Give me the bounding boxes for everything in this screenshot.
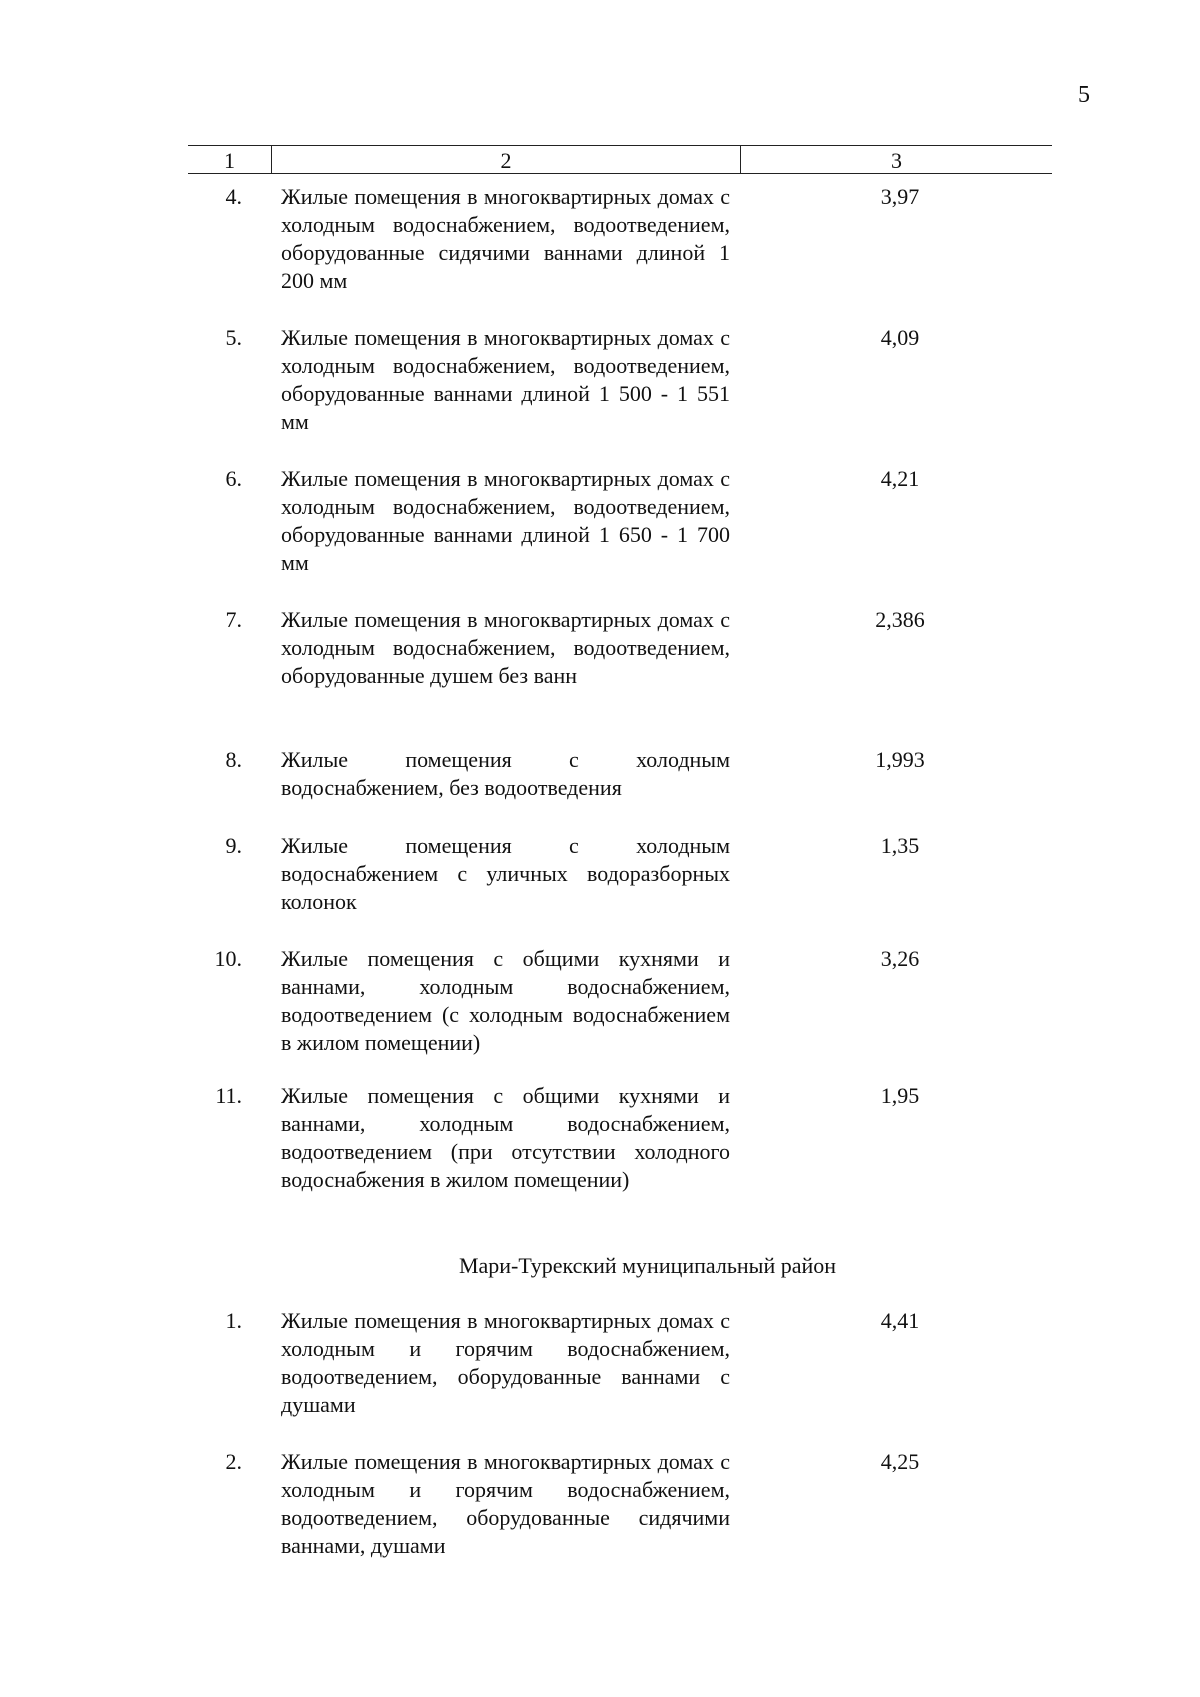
row-description: Жилые помещения в многоквартирных домах с холодным водоснабжением, водоотведением, оборудованные душем без ванн [281, 607, 730, 688]
row-description: Жилые помещения в многоквартирных домах с холодным и горячим водоснабжением, водоотведением, оборудованные сидячими ваннами, душами [281, 1449, 730, 1558]
header-col-1: 1 [224, 148, 235, 173]
table-header [188, 145, 1052, 176]
row-number: 7. [225, 607, 242, 632]
table-row [0, 606, 1200, 746]
table-row [0, 1082, 1200, 1252]
table-row [0, 1307, 1200, 1448]
row-description: Жилые помещения в многоквартирных домах с холодным водоснабжением, водоотведением, оборудованные сидячими ваннами длиной 1 200 мм [281, 184, 730, 293]
row-value: 4,25 [880, 1449, 920, 1474]
row-description: Жилые помещения в многоквартирных домах с холодным водоснабжением, водоотведением, оборудованные ваннами длиной 1 500 - 1 551 мм [281, 325, 730, 434]
row-description: Жилые помещения с холодным водоснабжением, без водоотведения [281, 747, 730, 800]
header-col-3: 3 [891, 148, 902, 173]
row-number: 1. [225, 1308, 242, 1333]
row-value: 4,21 [880, 466, 920, 491]
row-value: 4,09 [880, 325, 920, 350]
row-number: 6. [225, 466, 242, 491]
row-description: Жилые помещения с общими кухнями и ваннами, холодным водоснабжением, водоотведением (с холодным водоснабжением в жилом помещении) [281, 946, 730, 1055]
row-description: Жилые помещения с холодным водоснабжением с уличных водоразборных колонок [281, 833, 730, 914]
row-description: Жилые помещения в многоквартирных домах с холодным водоснабжением, водоотведением, оборудованные ваннами длиной 1 650 - 1 700 мм [281, 466, 730, 575]
table-row [0, 465, 1200, 606]
row-number: 4. [225, 184, 242, 209]
row-value: 1,95 [880, 1083, 920, 1108]
row-value: 1,993 [875, 747, 925, 772]
row-number: 10. [214, 946, 242, 971]
row-value: 2,386 [875, 607, 925, 632]
table-row [0, 746, 1200, 832]
row-number: 5. [225, 325, 242, 350]
section-title [0, 1252, 1200, 1307]
table-row [0, 945, 1200, 1082]
section-title-text: Мари-Турекский муниципальный район [458, 1253, 837, 1278]
row-value: 3,26 [880, 946, 920, 971]
row-value: 4,41 [880, 1308, 920, 1333]
row-number: 9. [225, 833, 242, 858]
table-row [0, 324, 1200, 465]
header-top-rule [188, 145, 1052, 146]
header-col-2: 2 [500, 148, 512, 173]
row-number: 8. [225, 747, 242, 772]
table-row [0, 183, 1200, 324]
row-description: Жилые помещения в многоквартирных домах с холодным и горячим водоснабжением, водоотведением, оборудованные ваннами с душами [281, 1308, 730, 1417]
table-row [0, 832, 1200, 945]
row-number: 11. [215, 1083, 242, 1108]
table-body [0, 183, 1200, 1589]
row-number: 2. [225, 1449, 242, 1474]
row-value: 1,35 [880, 833, 920, 858]
table-row [0, 1448, 1200, 1589]
row-value: 3,97 [880, 184, 920, 209]
row-description: Жилые помещения с общими кухнями и ваннами, холодным водоснабжением, водоотведением (при отсутствии холодного водоснабжения в жилом помещении) [281, 1083, 730, 1192]
page-number: 5 [1078, 82, 1090, 108]
